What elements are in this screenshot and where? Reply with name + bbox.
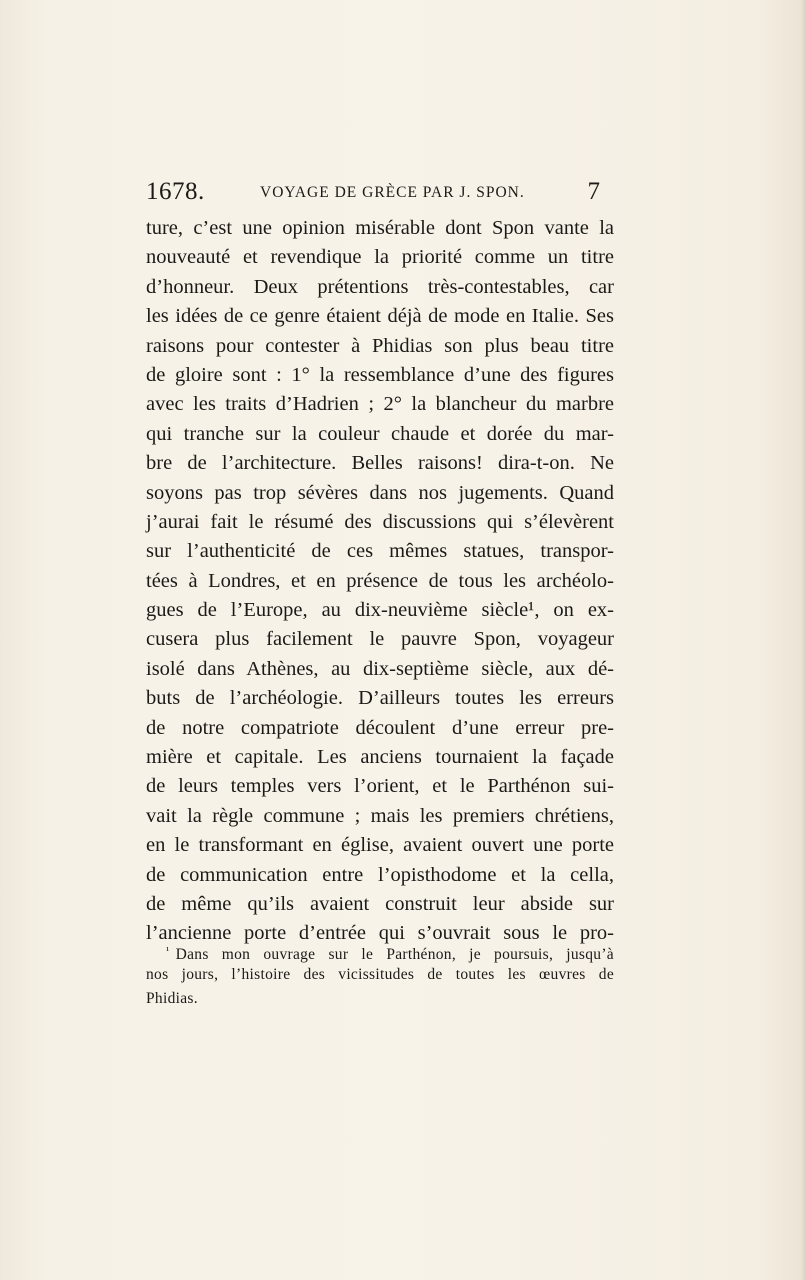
text-line: buts de l’archéologie. D’ailleurs toutes les erreurs	[146, 687, 614, 710]
text-line: de même qu’ils avaient construit leur abside sur	[146, 892, 614, 915]
text-line: qui tranche sur la couleur chaude et dorée du mar-	[146, 422, 614, 445]
text-line: avec les traits d’Hadrien ; 2° la blancheur du marbre	[146, 393, 614, 416]
body-text	[146, 214, 614, 949]
footnote	[146, 939, 614, 1011]
footnote-text: Dans mon ouvrage sur le Parthénon, je poursuis, jusqu’à	[175, 946, 614, 963]
text-line: l’ancienne porte d’entrée qui s’ouvrait sous le pro-	[146, 922, 614, 945]
text-line: les idées de ce genre étaient déjà de mode en Italie. Ses	[146, 305, 614, 328]
text-line: de leurs temples vers l’orient, et le Parthénon sui-	[146, 775, 614, 798]
text-line: mière et capitale. Les anciens tournaient la façade	[146, 746, 614, 769]
footnote-line: nos jours, l’histoire des vicissitudes de toutes les œuvres de	[146, 966, 614, 983]
text-line: vait la règle commune ; mais les premiers chrétiens,	[146, 804, 614, 827]
page-edge	[800, 0, 806, 1280]
header-year: 1678.	[146, 178, 205, 205]
footnote-mark: ¹	[166, 945, 170, 957]
text-line: gues de l’Europe, au dix-neuvième siècle¹, on ex-	[146, 599, 614, 622]
text-line: ture, c’est une opinion misérable dont Spon vante la	[146, 217, 614, 239]
footnote-line	[146, 939, 614, 963]
text-line: de gloire sont : 1° la ressemblance d’une des figures	[146, 363, 614, 386]
text-line: cusera plus facilement le pauvre Spon, voyageur	[146, 628, 614, 651]
text-line: nouveauté et revendique la priorité comme un titre	[146, 246, 614, 269]
text-line: bre de l’architecture. Belles raisons! dira-t-on. Ne	[146, 452, 614, 475]
text-line: soyons pas trop sévères dans nos jugements. Quand	[146, 481, 614, 504]
footnote-line: Phidias.	[146, 990, 198, 1007]
text-line: j’aurai fait le résumé des discussions qui s’élevèrent	[146, 510, 614, 533]
text-line: isolé dans Athènes, au dix-septième siècle, aux dé-	[146, 657, 614, 680]
text-line: raisons pour contester à Phidias son plus beau titre	[146, 334, 614, 357]
page-number: 7	[587, 178, 600, 205]
text-line: de communication entre l’opisthodome et la cella,	[146, 863, 614, 886]
text-line: d’honneur. Deux prétentions très-contestables, car	[146, 275, 614, 298]
running-header	[146, 176, 602, 210]
text-line: sur l’authenticité de ces mêmes statues, transpor-	[146, 540, 614, 563]
text-line: en le transformant en église, avaient ouvert une porte	[146, 834, 614, 857]
text-line: de notre compatriote découlent d’une erreur pre-	[146, 716, 614, 739]
running-title: VOYAGE DE GRÈCE PAR J. SPON.	[260, 184, 525, 201]
text-line: tées à Londres, et en présence de tous les archéolo-	[146, 569, 614, 592]
